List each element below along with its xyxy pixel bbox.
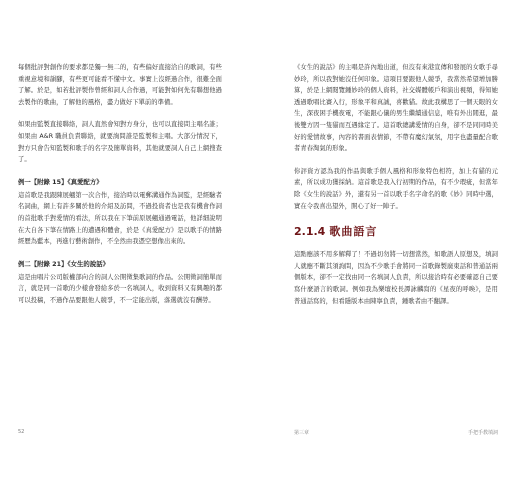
- example-1-body: 這首歌是我跟陳展翹第一次合作，接洽時以電郵溝通作為詞監，是經驗者名詞曲，網上有許多關於他的介紹及訪問，不過投資者也是我有機會作詞的首批歌手對愛情的看法，所以我在下筆前原展翹通過電話，他詳細說明在大自各下筆在情路上的遭遇和體會，於是《真愛配方》是以歌手的情路經歷為藍本，再進行藝術創作，不全然由我憑空想像出來的。: [18, 191, 222, 246]
- right-paragraph-3: 這點應該不用多解釋了！不過切勿將一切想當然，如歌語人原想及，填詞人就應不斷其須詢問，因為不少歌手會將同一首歌錄製廣東話和普通話兩個版本，卻不一定找由同一名填詞人負責，所以接洽時有必要確認自己要寫什麼語言的歌詞。例如我為樂壇校長譚詠麟寫的《星夜的呼喚》，是用普通話寫的，但看隱版本由陳寧負責，鍾歌者由不翻譯。: [294, 251, 498, 305]
- left-paragraph-1: 每個批評對創作的要求都是獨一無二的，有些偏好直接洽自的歌詞，有些重視意境和韻腳，有些更可能看不懂中文。事實上沒經過合作，很難全面了解。於是，如若批評製作曾經和詞人合作過，可能對如何先有聯想他過去製作的歌曲，了解他的風格，盡力做好下單前的準備。: [18, 64, 222, 106]
- left-page-number: 52: [18, 429, 25, 435]
- example-1-heading: 例一【附錄 15】《真愛配方》: [18, 177, 103, 186]
- right-footer: [294, 429, 498, 436]
- left-footer: [18, 429, 238, 435]
- example-2-heading: 例二【附錄 21】《女生的說話》: [18, 259, 109, 268]
- book-title: 手把手教填詞: [467, 430, 498, 436]
- right-paragraph-2: 你評資方認為我的作品與歌手個人風格和形象特色相符，加上有貓的元素，所以成功獲採納。這首歌是我入行初期的作品，有不少瑕疵，但當年除《女生的說話》外，還有另一首以歌手名字命名的歌《妙》同時中選，實在令我喜出望外，開心了好一陣子。: [294, 167, 498, 210]
- left-page: [18, 62, 222, 318]
- section-title: 歌曲語言: [329, 225, 378, 239]
- chapter-label: 第三章: [294, 430, 310, 436]
- right-paragraph-1: 《女生的說話》的主唱是許內地出道，但沒有來港宣傳和發展的女歌手尋妙玲，所以我對她沒任何印象。這項目要跟他人競爭，我當然希望增加勝算，於是上網閱覽鍾妙玲的個人資料，社交媒體帳戶和演出視頻，得知她透過歌唱比賽入行，形象平和真誠，喜歡貓。故此我構思了一個天眼的女生，深夜困手機夜電，不能跟心儀的男生繼續通信息，唯有外出閒逛，最後雙方因一隻貓而互遇緣定了。這首歌總講愛情的自身，卻不是同同時美好的愛情故事，內容的書面表情節，不帶有魔幻氣氛，用字也盡量配合歌者青春淘氣的形象。: [294, 64, 498, 153]
- section-heading: [294, 223, 498, 239]
- left-paragraph-2: 如果由監製直接聯絡，詞人直然會知對方身分，也可以直接問主唱名誰；如果由 A&R 職員負責聯絡，就要詢問誰是監製和主唱。大部分情況下，對方只會告知監製和歌手的名字及簡單資料，其他就要詞人自己上網搜查了。: [18, 121, 222, 164]
- right-page: [294, 62, 498, 318]
- example-2-body: 這是由唱片公司版權部向合的詞人公開徵集歌詞的作品。公開徵詞簡單而言，就是同一首歌的少樣會發給多於一名填詞人，收到資料又有興趣的都可以投稿，不過作品要跟他人競爭，不一定能出版，落選就沒有酬勞。: [18, 273, 222, 304]
- section-number: 2.1.4: [294, 225, 326, 239]
